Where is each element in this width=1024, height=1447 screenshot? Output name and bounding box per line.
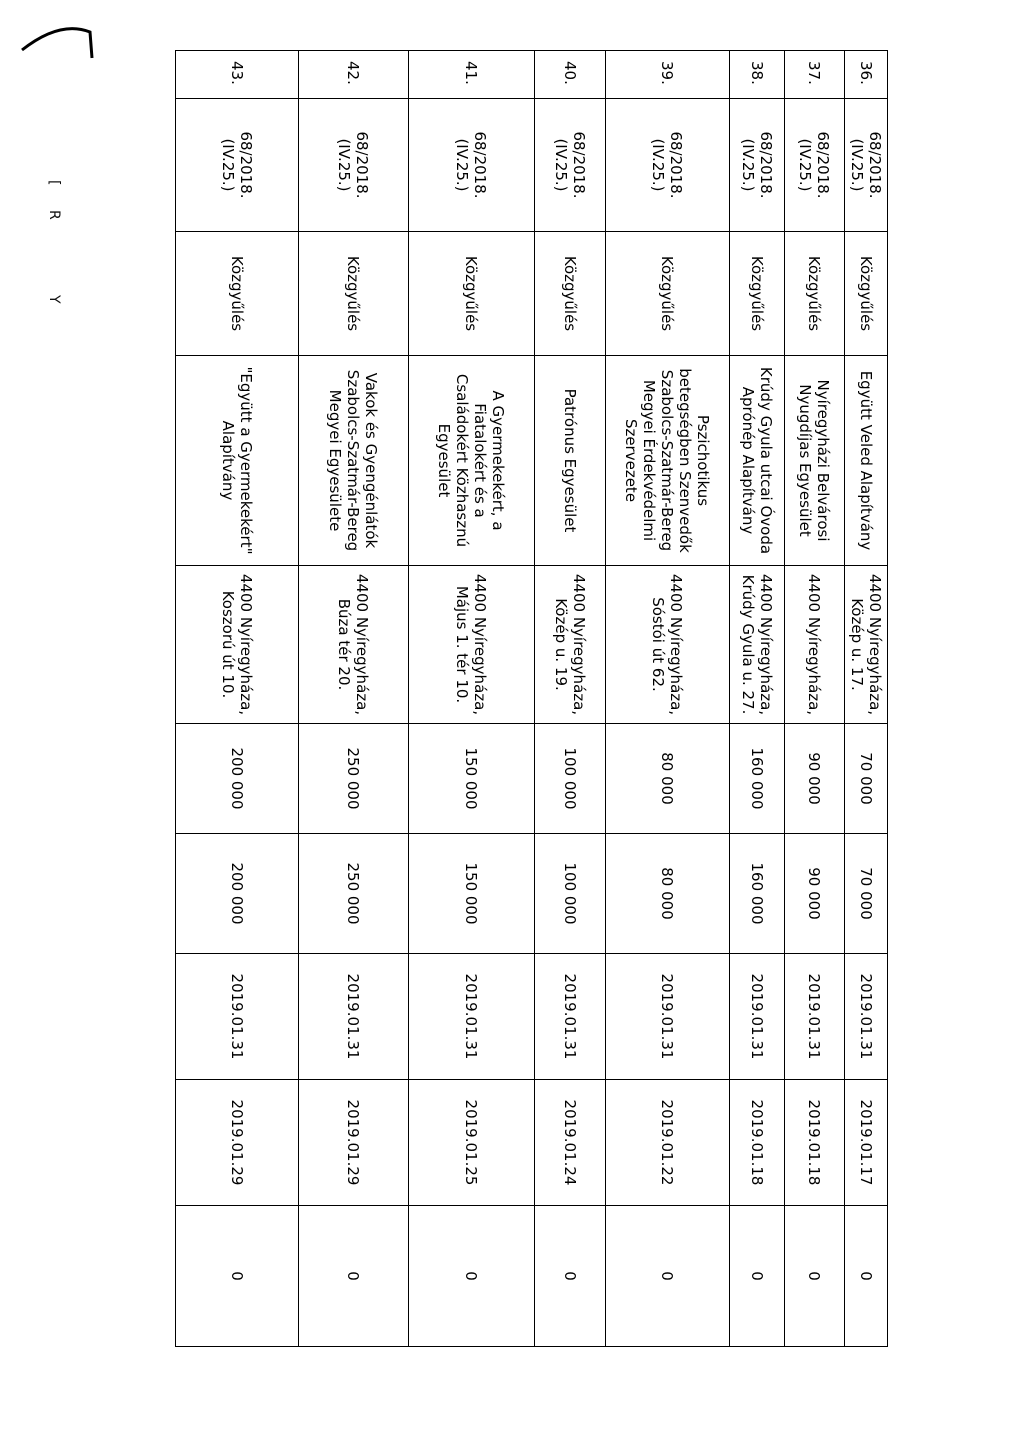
address-street: Krúdy Gyula u. 27. [739, 574, 757, 715]
decision-body: Közgyűlés [845, 232, 888, 356]
paid-amount: 90 000 [785, 834, 845, 954]
row-number: 38. [730, 51, 785, 99]
table-row [785, 51, 845, 1347]
decision-body: Közgyűlés [409, 232, 535, 356]
remainder-amount: 0 [606, 1206, 730, 1347]
resolution-date: (IV.25.) [219, 138, 237, 192]
name-line: Együtt Veled Alapítvány [857, 370, 875, 551]
deadline-date: 2019.01.31 [785, 954, 845, 1080]
paid-amount: 80 000 [606, 834, 730, 954]
address-city: 4400 Nyíregyháza, [570, 573, 588, 716]
name-line: Patrónus Egyesület [561, 388, 579, 533]
table-row [730, 51, 785, 1347]
address-city: 4400 Nyíregyháza, [237, 573, 255, 716]
remainder-amount: 0 [730, 1206, 785, 1347]
organization-name [845, 356, 888, 566]
table-body [176, 51, 888, 1347]
address-city: 4400 Nyíregyháza, [667, 573, 686, 716]
resolution-number: 68/2018. [237, 131, 255, 199]
decision-body: Közgyűlés [606, 232, 730, 356]
settlement-date: 2019.01.18 [730, 1080, 785, 1206]
address-cell [409, 566, 535, 724]
resolution-number: 68/2018. [570, 131, 588, 199]
organization-name [730, 356, 785, 566]
resolution-cell [535, 99, 606, 232]
address-cell [176, 566, 299, 724]
remainder-amount: 0 [176, 1206, 299, 1347]
deadline-date: 2019.01.31 [730, 954, 785, 1080]
resolution-cell [299, 99, 409, 232]
resolution-cell [845, 99, 888, 232]
resolution-date: (IV.25.) [453, 138, 472, 192]
name-line: Krúdy Gyula utcai Óvoda [757, 366, 775, 555]
resolution-date: (IV.25.) [649, 138, 668, 192]
deadline-date: 2019.01.31 [176, 954, 299, 1080]
decision-body: Közgyűlés [176, 232, 299, 356]
resolution-number: 68/2018. [757, 131, 775, 199]
name-line: Egyesület [435, 423, 454, 498]
name-line: "Együtt a Gyermekekért" [237, 366, 255, 555]
granted-amount: 160 000 [730, 724, 785, 834]
settlement-date: 2019.01.22 [606, 1080, 730, 1206]
scan-artifact-curve [20, 10, 100, 60]
name-line: Szabolcs-Szatmár-Bereg [658, 369, 677, 552]
address-city: 4400 Nyíregyháza, [866, 573, 884, 716]
address-street: Koszorú út 10. [219, 590, 237, 699]
granted-amount: 80 000 [606, 724, 730, 834]
address-street: Közép u. 19. [552, 598, 570, 691]
address-cell [299, 566, 409, 724]
organization-name [299, 356, 409, 566]
granted-amount: 250 000 [299, 724, 409, 834]
address-city: 4400 Nyíregyháza, [805, 573, 824, 716]
name-line: Aprónép Alapítvány [739, 386, 757, 535]
grant-table [175, 50, 888, 1347]
paid-amount: 150 000 [409, 834, 535, 954]
address-city: 4400 Nyíregyháza, [471, 573, 490, 716]
remainder-amount: 0 [409, 1206, 535, 1347]
address-city: 4400 Nyíregyháza, [757, 573, 775, 716]
paid-amount: 200 000 [176, 834, 299, 954]
row-number: 36. [845, 51, 888, 99]
granted-amount: 90 000 [785, 724, 845, 834]
name-line: Pszichotikus [694, 414, 713, 507]
resolution-number: 68/2018. [353, 131, 372, 199]
row-number: 40. [535, 51, 606, 99]
paid-amount: 100 000 [535, 834, 606, 954]
resolution-date: (IV.25.) [335, 138, 354, 192]
settlement-date: 2019.01.25 [409, 1080, 535, 1206]
settlement-date: 2019.01.29 [299, 1080, 409, 1206]
deadline-date: 2019.01.31 [606, 954, 730, 1080]
address-street: Közép u. 17. [848, 598, 866, 691]
resolution-cell [409, 99, 535, 232]
table-row [176, 51, 299, 1347]
resolution-cell [785, 99, 845, 232]
remainder-amount: 0 [535, 1206, 606, 1347]
resolution-cell [606, 99, 730, 232]
settlement-date: 2019.01.18 [785, 1080, 845, 1206]
organization-name [606, 356, 730, 566]
resolution-cell [730, 99, 785, 232]
decision-body: Közgyűlés [730, 232, 785, 356]
granted-amount: 70 000 [845, 724, 888, 834]
paid-amount: 160 000 [730, 834, 785, 954]
deadline-date: 2019.01.31 [535, 954, 606, 1080]
paid-amount: 250 000 [299, 834, 409, 954]
resolution-number: 68/2018. [814, 131, 833, 199]
address-city: 4400 Nyíregyháza, [353, 573, 372, 716]
table-row [535, 51, 606, 1347]
row-number: 39. [606, 51, 730, 99]
row-number: 42. [299, 51, 409, 99]
name-line: Nyugdíjas Egyesület [796, 384, 815, 537]
deadline-date: 2019.01.31 [299, 954, 409, 1080]
name-line: Megyei Egyesülete [326, 389, 345, 532]
name-line: Megyei Érdekvédelmi [640, 379, 659, 542]
name-line: Családokért Közhasznú [453, 373, 472, 548]
resolution-date: (IV.25.) [848, 138, 866, 192]
settlement-date: 2019.01.29 [176, 1080, 299, 1206]
organization-name [785, 356, 845, 566]
table-row [845, 51, 888, 1347]
name-line: Szabolcs-Szatmár-Bereg [344, 369, 363, 552]
address-cell [730, 566, 785, 724]
name-line: Fiatalokért és a [471, 403, 490, 518]
scan-glyph-2: R [46, 210, 62, 220]
remainder-amount: 0 [299, 1206, 409, 1347]
deadline-date: 2019.01.31 [845, 954, 888, 1080]
organization-name [409, 356, 535, 566]
granted-amount: 100 000 [535, 724, 606, 834]
decision-body: Közgyűlés [535, 232, 606, 356]
resolution-cell [176, 99, 299, 232]
name-line: Nyíregyházi Belvárosi [814, 379, 833, 542]
settlement-date: 2019.01.17 [845, 1080, 888, 1206]
row-number: 37. [785, 51, 845, 99]
address-cell [785, 566, 845, 724]
row-number: 41. [409, 51, 535, 99]
decision-body: Közgyűlés [299, 232, 409, 356]
table-row [299, 51, 409, 1347]
address-street: Május 1. tér 10. [453, 585, 472, 704]
settlement-date: 2019.01.24 [535, 1080, 606, 1206]
address-cell [606, 566, 730, 724]
resolution-date: (IV.25.) [739, 138, 757, 192]
organization-name [535, 356, 606, 566]
remainder-amount: 0 [785, 1206, 845, 1347]
address-cell [845, 566, 888, 724]
table-row [606, 51, 730, 1347]
granted-amount: 200 000 [176, 724, 299, 834]
decision-body: Közgyűlés [785, 232, 845, 356]
resolution-date: (IV.25.) [796, 138, 815, 192]
address-street: Sóstói út 62. [649, 597, 668, 692]
address-cell [535, 566, 606, 724]
name-line: Szervezete [622, 418, 641, 503]
address-street: Búza tér 20. [335, 598, 354, 691]
resolution-number: 68/2018. [471, 131, 490, 199]
name-line: betegségben Szenvedők [676, 368, 695, 553]
table-row [409, 51, 535, 1347]
scan-glyph-3: Y [46, 295, 62, 304]
resolution-number: 68/2018. [866, 131, 884, 199]
deadline-date: 2019.01.31 [409, 954, 535, 1080]
paid-amount: 70 000 [845, 834, 888, 954]
scan-glyph-1: [ [46, 180, 62, 186]
remainder-amount: 0 [845, 1206, 888, 1347]
name-line: A Gyermekekért, a [489, 390, 508, 531]
resolution-date: (IV.25.) [552, 138, 570, 192]
resolution-number: 68/2018. [667, 131, 686, 199]
name-line: Vakok és Gyengénlátók [362, 372, 381, 549]
organization-name [176, 356, 299, 566]
granted-amount: 150 000 [409, 724, 535, 834]
row-number: 43. [176, 51, 299, 99]
name-line: Alapítvány [219, 420, 237, 501]
